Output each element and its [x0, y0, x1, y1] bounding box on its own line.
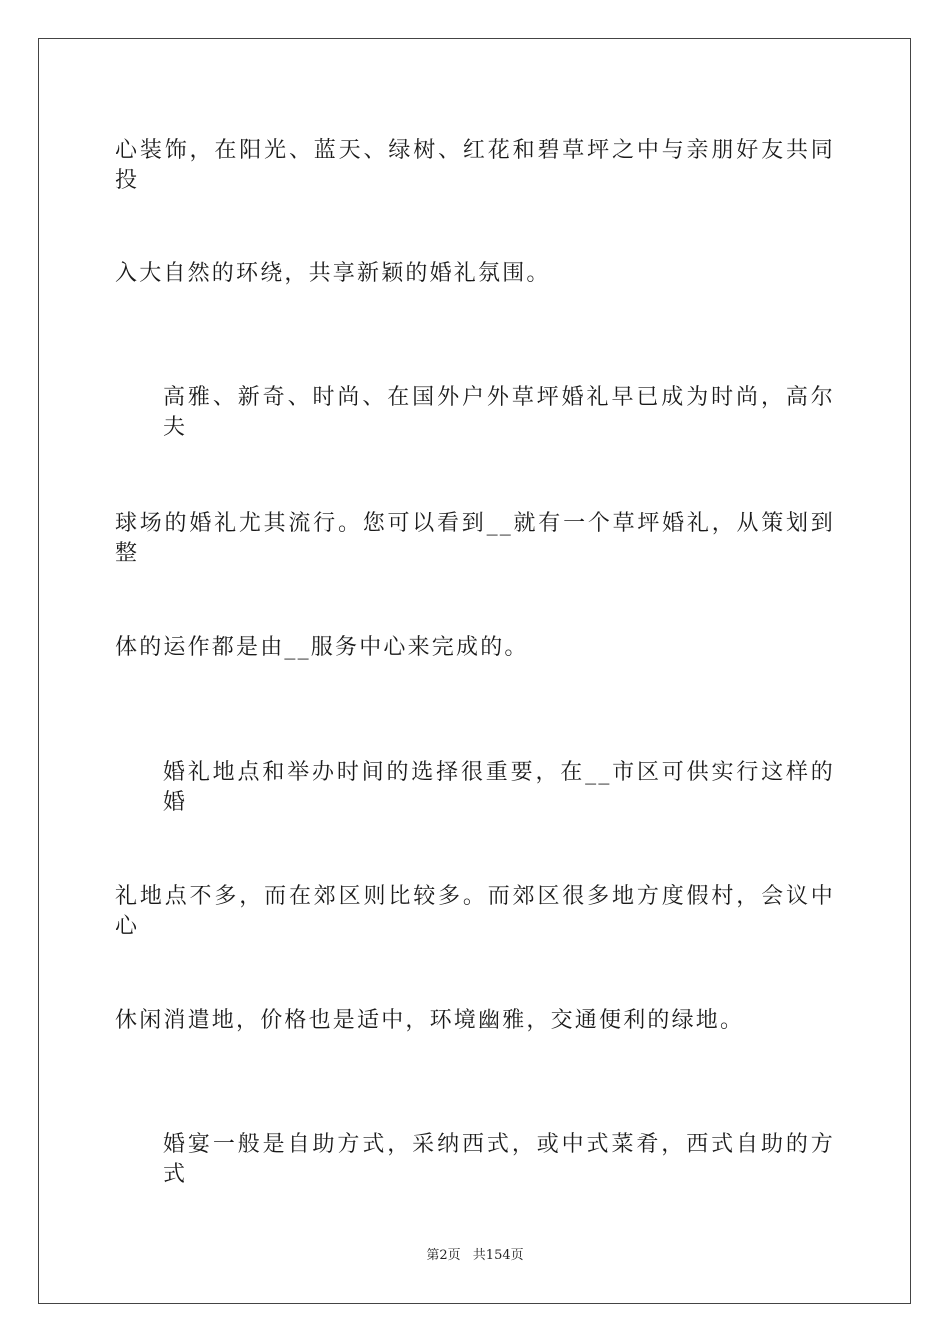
page-total: 共154页	[472, 1248, 524, 1263]
page-frame	[38, 38, 911, 1304]
body-line-2: 入大自然的环绕，共享新颖的婚礼氛围。	[115, 261, 551, 286]
body-line-4: 球场的婚礼尤其流行。您可以看到__就有一个草坪婚礼，从策划到整	[115, 511, 835, 566]
body-line-9: 婚宴一般是自助方式，采纳西式，或中式菜肴，西式自助的方式	[163, 1132, 835, 1187]
body-line-3: 高雅、新奇、时尚、在国外户外草坪婚礼早已成为时尚，高尔夫	[163, 385, 835, 440]
body-line-1: 心装饰，在阳光、蓝天、绿树、红花和碧草坪之中与亲朋好友共同投	[115, 138, 835, 193]
body-line-5: 体的运作都是由__服务中心来完成的。	[115, 635, 529, 660]
page-number: 第2页	[426, 1248, 461, 1263]
body-line-6: 婚礼地点和举办时间的选择很重要，在__市区可供实行这样的婚	[163, 760, 835, 815]
page-footer	[0, 1247, 950, 1265]
body-line-7: 礼地点不多，而在郊区则比较多。而郊区很多地方度假村，会议中心	[115, 884, 835, 939]
body-line-8: 休闲消遣地，价格也是适中，环境幽雅，交通便利的绿地。	[115, 1008, 745, 1033]
